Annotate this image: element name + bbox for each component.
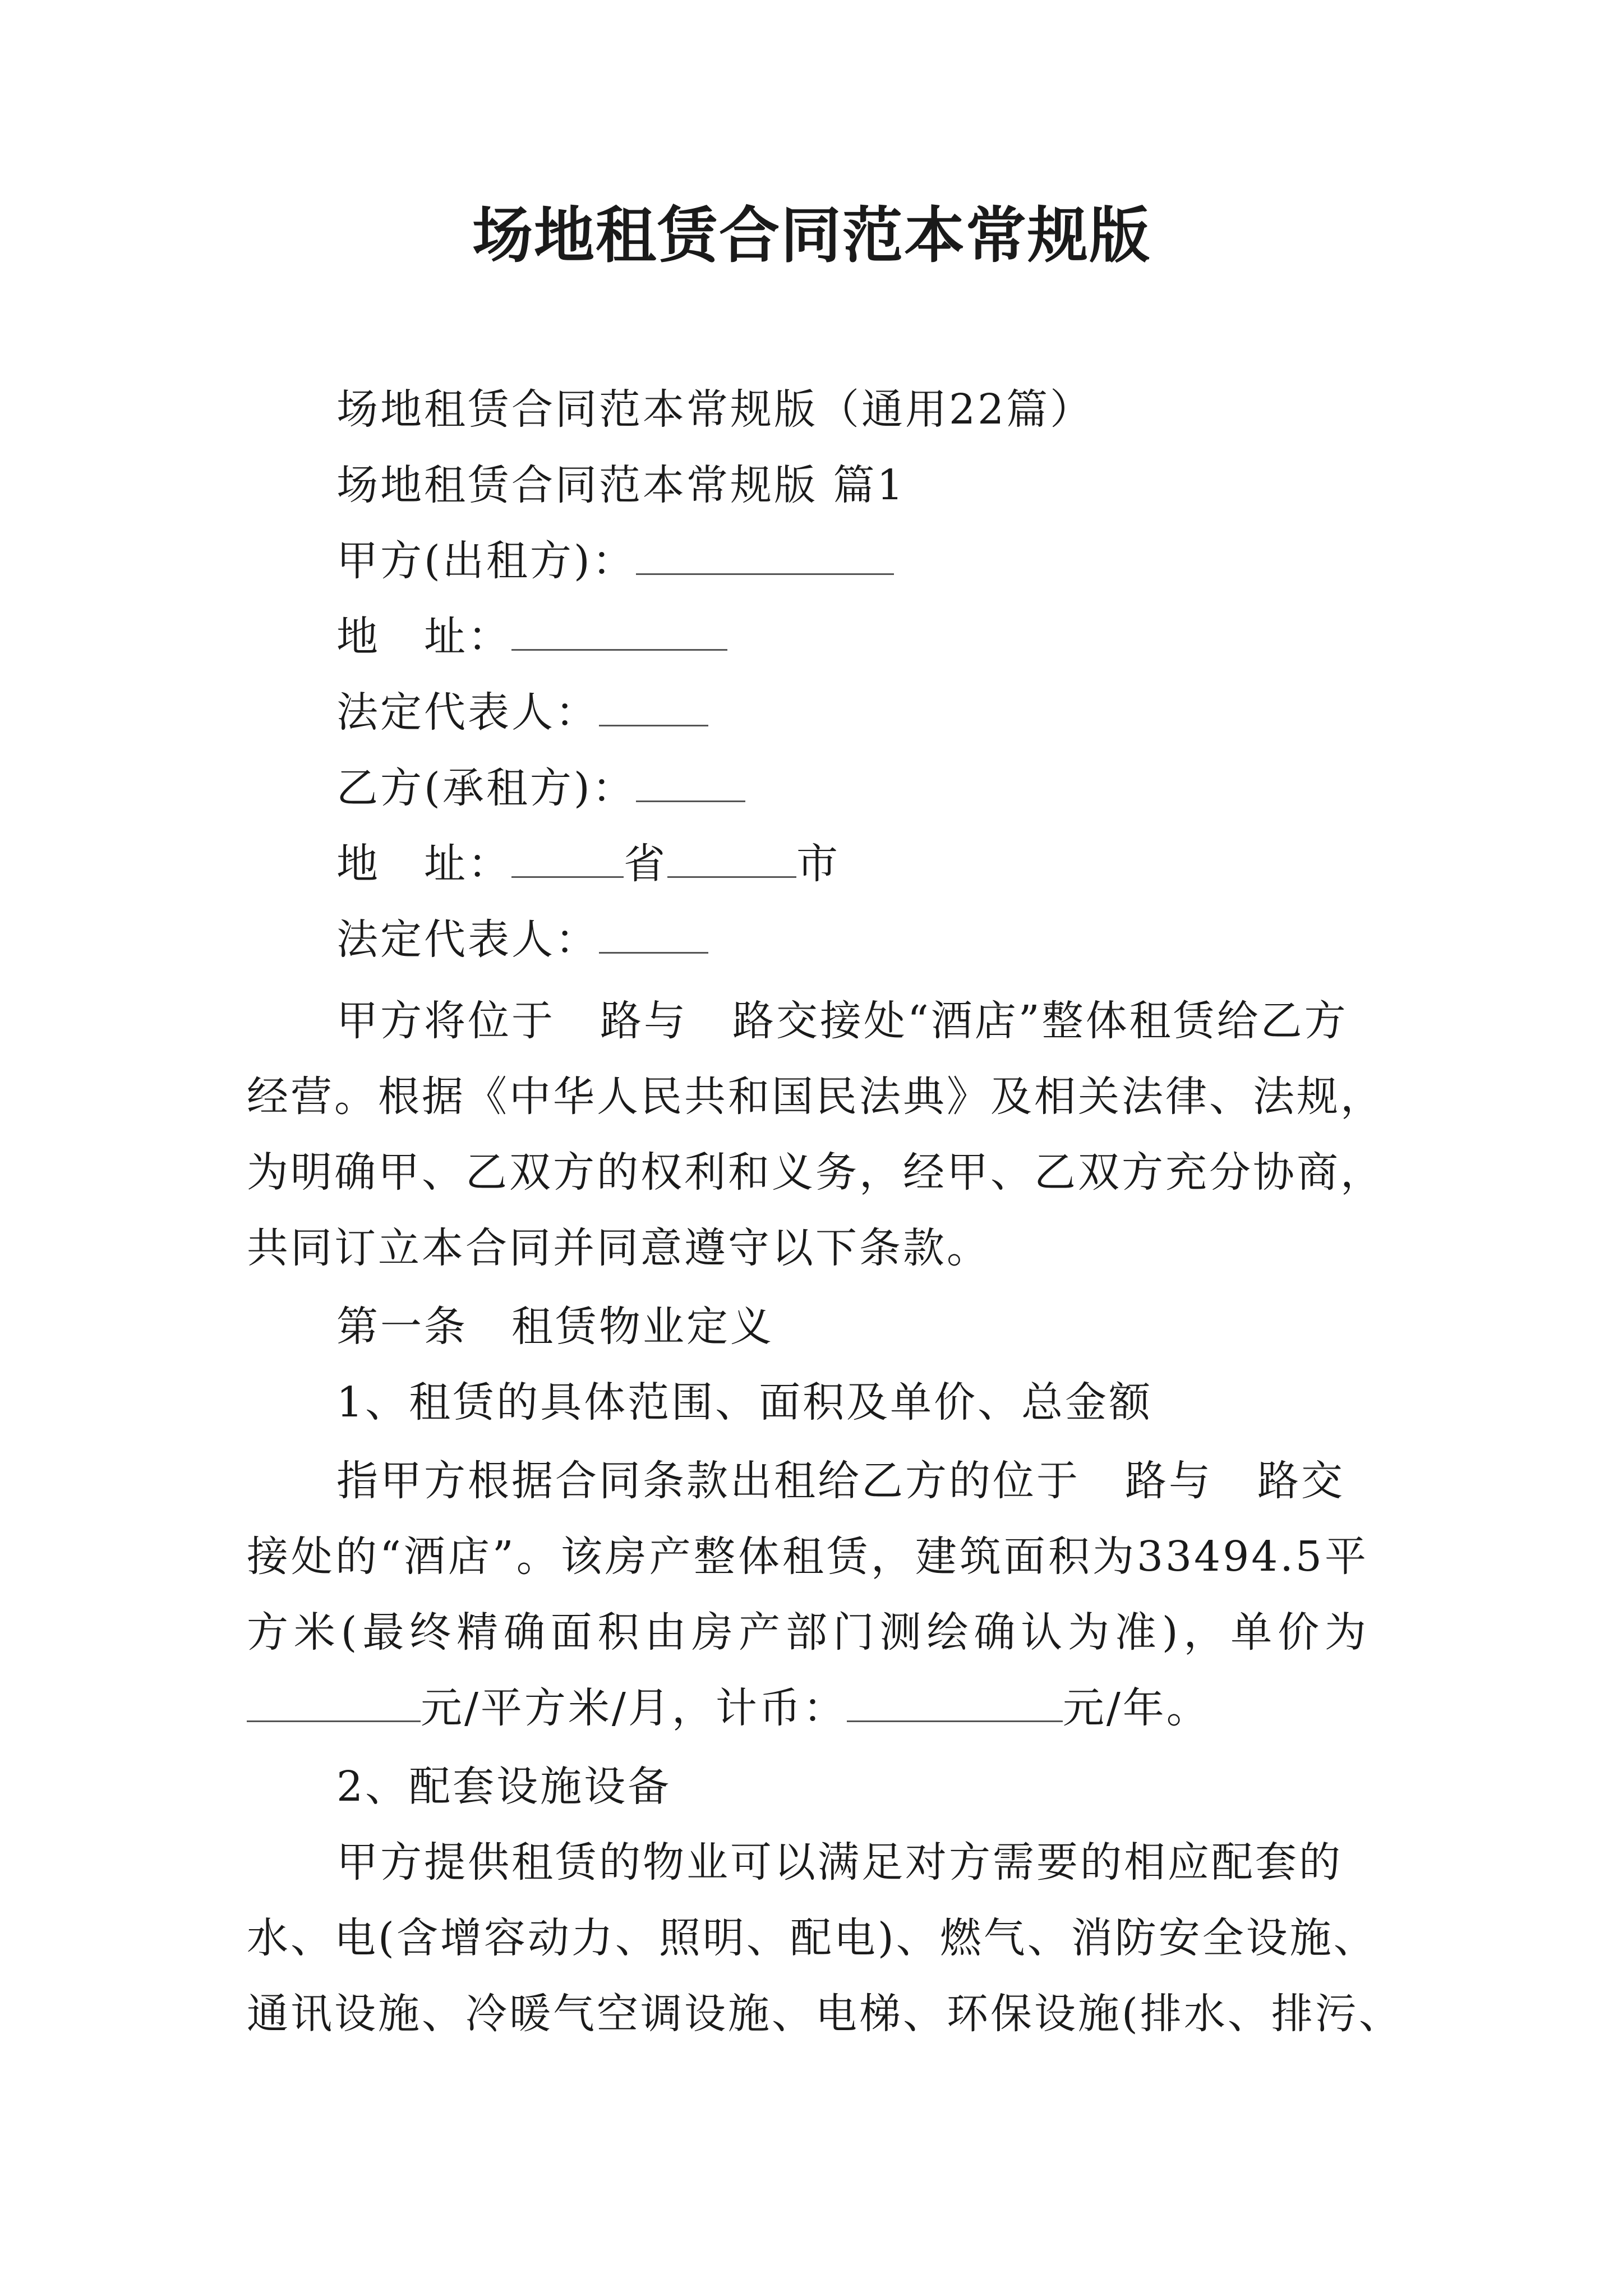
province-label: 省 (624, 840, 667, 888)
party-a-address-line (336, 609, 727, 665)
party-b-rep-label: 法定代表人： (336, 915, 599, 964)
party-a-rep-line (336, 684, 708, 740)
party-a-address-label: 地 址： (336, 613, 511, 661)
item-1-heading: 1、租赁的具体范围、面积及单价、总金额 (336, 1378, 1153, 1427)
party-b-label: 乙方(承租方)： (336, 764, 636, 812)
intro-line-4: 共同订立本合同并同意遵守以下条款。 (247, 1224, 990, 1272)
party-a-rep-label: 法定代表人： (336, 688, 599, 737)
item-1-line-1 (336, 1453, 1345, 1509)
party-b-rep-blank (599, 917, 708, 954)
party-b-address-line (336, 836, 840, 892)
item-1-line-4 (247, 1680, 1210, 1736)
intro-line-3: 为明确甲、乙双方的权利和义务，经甲、乙双方充分协商， (247, 1148, 1384, 1197)
party-b-rep-line (336, 912, 708, 968)
item-1-text-4a: 元/平方米/月，计币： (421, 1684, 847, 1732)
annual-amount-blank (847, 1686, 1063, 1722)
city-label: 市 (796, 840, 840, 888)
party-a-blank (636, 539, 894, 575)
item-1-line-3: 方米(最终精确面积由房产部门测绘确认为准)，单价为 (247, 1608, 1368, 1657)
party-a-rep-blank (599, 690, 708, 726)
item-2-heading: 2、配套设施设备 (336, 1763, 672, 1811)
article-1-heading: 第一条 租赁物业定义 (336, 1303, 774, 1351)
province-blank (511, 841, 624, 878)
item-2-line-2: 水、电(含增容动力、照明、配电)、燃气、消防安全设施、 (247, 1914, 1377, 1962)
item-1-text-1a: 指甲方根据合同条款出租给乙方的位于 (336, 1457, 1080, 1505)
party-a-label: 甲方(出租方)： (336, 537, 636, 585)
party-b-line (336, 760, 745, 816)
item-1-text-4b: 元/年。 (1062, 1684, 1210, 1732)
document-title: 场地租赁合同范本常规版 (472, 200, 1151, 271)
document-subtitle: 场地租赁合同范本常规版（通用22篇） (336, 385, 1094, 434)
unit-price-blank (247, 1686, 421, 1722)
party-b-blank (636, 766, 745, 802)
item-1-line-2: 接处的“酒店”。该房产整体租赁，建筑面积为33494.5平 (247, 1533, 1368, 1581)
item-2-line-1: 甲方提供租赁的物业可以满足对方需要的相应配套的 (336, 1838, 1343, 1887)
city-blank (667, 841, 796, 878)
intro-text-1a: 甲方将位于 (336, 997, 555, 1045)
party-b-address-label: 地 址： (336, 840, 511, 888)
section-heading: 场地租赁合同范本常规版 篇1 (336, 461, 906, 509)
intro-line-1 (336, 993, 1348, 1049)
intro-text-1b: 路与 (600, 997, 688, 1045)
item-1-text-1c: 路交 (1257, 1457, 1345, 1505)
party-a-address-blank (511, 614, 727, 651)
item-1-text-1b: 路与 (1125, 1457, 1212, 1505)
item-2-line-3: 通讯设施、冷暖气空调设施、电梯、环保设施(排水、排污、 (247, 1990, 1403, 2038)
intro-text-1c: 路交接处“酒店”整体租赁给乙方 (732, 997, 1348, 1045)
intro-line-2: 经营。根据《中华人民共和国民法典》及相关法律、法规， (247, 1073, 1384, 1121)
party-a-line (336, 533, 894, 589)
